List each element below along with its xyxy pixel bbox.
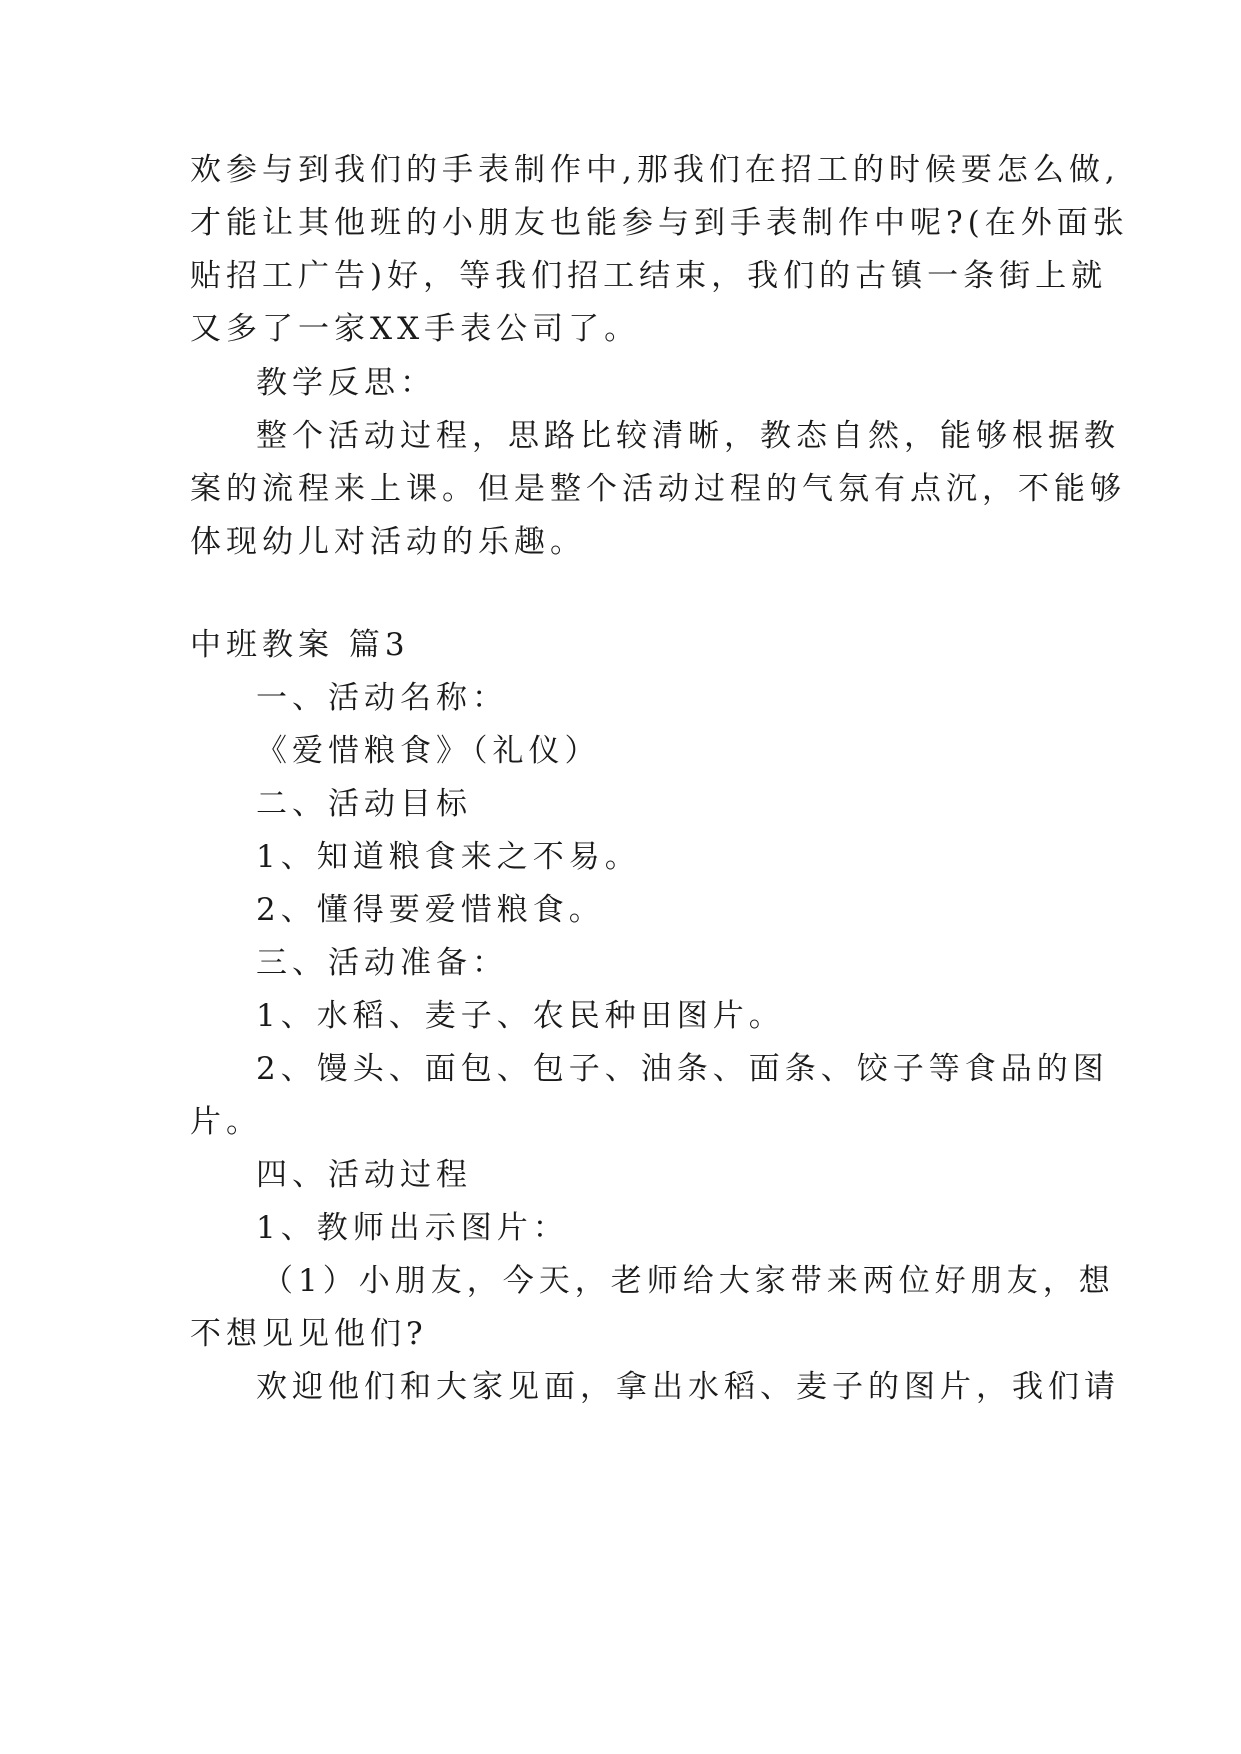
activity-name-heading: 一、活动名称：: [256, 680, 508, 716]
process-step: 1、教师出示图片：: [256, 1210, 569, 1246]
body-line: 整个活动过程，思路比较清晰，教态自然，能够根据教: [256, 418, 1120, 454]
goal-item: 2、懂得要爱惜粮食。: [256, 892, 605, 928]
reflection-heading: 教学反思：: [256, 365, 436, 401]
activity-name-value: 《爱惜粮食》（礼仪）: [256, 733, 601, 769]
preparation-item: 2、馒头、面包、包子、油条、面条、饺子等食品的图: [256, 1051, 1109, 1087]
goal-item: 1、知道粮食来之不易。: [256, 839, 641, 875]
body-line: 才能让其他班的小朋友也能参与到手表制作中呢?(在外面张: [190, 205, 1129, 241]
body-line: 体现幼儿对活动的乐趣。: [190, 524, 586, 560]
body-line: 欢参与到我们的手表制作中,那我们在招工的时候要怎么做,: [190, 152, 1120, 188]
body-line: 欢迎他们和大家见面，拿出水稻、麦子的图片，我们请: [256, 1369, 1120, 1405]
process-substep: （1）小朋友，今天，老师给大家带来两位好朋友，想: [262, 1263, 1115, 1299]
section-title: 中班教案 篇3: [190, 627, 410, 663]
body-line: 贴招工广告)好，等我们招工结束，我们的古镇一条街上就: [190, 258, 1108, 294]
preparation-item: 1、水稻、麦子、农民种田图片。: [256, 998, 785, 1034]
preparation-item-continued: 片。: [190, 1104, 262, 1140]
process-heading: 四、活动过程: [256, 1157, 472, 1193]
goals-heading: 二、活动目标: [256, 786, 472, 822]
body-line: 案的流程来上课。但是整个活动过程的气氛有点沉，不能够: [190, 471, 1126, 507]
process-substep-continued: 不想见见他们?: [190, 1316, 428, 1352]
body-line: 又多了一家XX手表公司了。: [190, 311, 641, 347]
preparation-heading: 三、活动准备：: [256, 945, 508, 981]
